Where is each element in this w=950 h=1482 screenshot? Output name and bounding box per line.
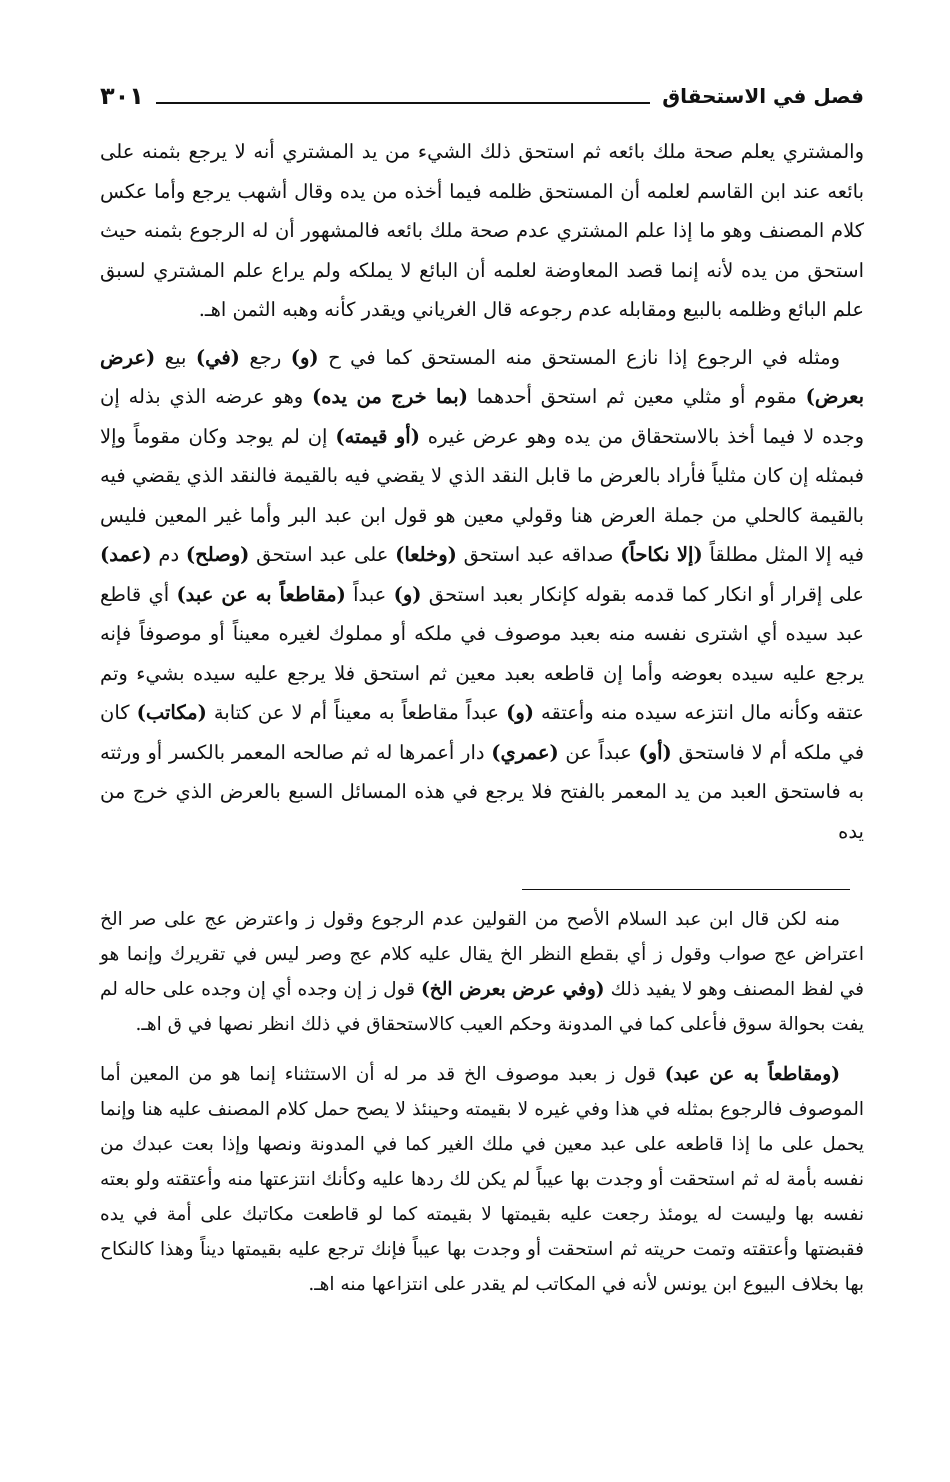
- page-header: [100, 82, 864, 110]
- main-paragraph-2: ومثله في الرجوع إذا نازع المستحق منه المستحق كما في ح (و) رجع (في) بيع (عرض بعرض) مقوم أو مثلي معين ثم استحق أحدهما (بما خرج من يده) وهو عرضه الذي بذله إن وجده لا فيما أخذ بالاستحقاق من يده وهو عرض غيره (أو قيمته) إن لم يوجد وكان مقوماً وإلا فبمثله إن كان مثلياً فأراد بالعرض ما قابل النقد الذي لا يقضي فيه بالقيمة فالنقد الذي يقضي فيه بالقيمة كالحلي من جملة العرض هنا وقولي معين هو قول ابن عبد البر وأما غير المعين فليس فيه إلا المثل مطلقاً (إلا نكاحاً) صداقه عبد استحق (وخلعا) على عبد استحق (وصلح) دم (عمد) على إقرار أو انكار كما قدمه بقوله كإنكار بعبد استحق (و) عبداً (مقاطعاً به عن عبد) أي قاطع عبد سيده أي اشترى نفسه منه بعبد موصوف في ملكه أو مملوك لغيره معيناً أو موصوفاً فإنه يرجع عليه سيده بعوضه وأما إن قاطعه بعبد معين ثم استحق فلا يرجع عليه سيده بشيء وتم عتقه وكأنه مال انتزعه سيده منه وأعتقه (و) عبداً مقاطعاً به معيناً أم لا عن كتابة (مكاتب) كان في ملكه أم لا فاستحق (أو) عبداً عن (عمري) دار أعمرها له ثم صالحه المعمر بالكسر أو ورثته به فاستحق العبد من يد المعمر بالفتح فلا يرجع في هذه المسائل السبع بالعرض الذي خرج من يده: [100, 345, 865, 843]
- chapter-title: فصل في الاستحقاق: [662, 84, 864, 108]
- footnotes: [100, 902, 864, 1317]
- footnote-paragraph-2: (ومقاطعاً به عن عبد) قول ز بعبد موصوف الخ قد مر له أن الاستثناء إنما هو من المعين أما الموصوف فالرجوع بمثله في هذا وفي غيره لا بقيمته وحينئذ لا يصح حمل كلام المصنف عليه هنا وإنما يحمل على ما إذا قاطعه على عبد معين في ملك الغير كما في المدونة ونصها وإذا بعت عبدك من نفسه بأمة له ثم استحقت أو وجدت بها عيباً لم يكن لك ردها عليه وكأنك انتزعتها منه وأعتقته ولو بعته نفسه بها وليست له يومئذ رجعت عليه بقيمتها لا بقيمته كما لو قاطعت مكاتبك على أمة في يده فقبضتها وأعتقته وتمت حريته ثم استحقت أو وجدت بها عيباً فإنك ترجع عليه بقيمتها ديناً وهذا كالنكاح بها بخلاف البيوع ابن يونس لأنه في المكاتب لم يقدر على انتزاعها منه اهـ.: [100, 1064, 864, 1295]
- header-rule: [156, 88, 650, 104]
- main-paragraph-1: والمشتري يعلم صحة ملك بائعه ثم استحق ذلك الشيء من يد المشتري أنه لا يرجع بثمنه على بائعه عند ابن القاسم لعلمه أن المستحق ظلمه فيما أخذه من يده وقال أشهب يرجع وأما عكس كلام المصنف وهو ما إذا علم المشتري عدم صحة ملك بائعه فالمشهور أن له الرجوع بثمنه حيث استحق من يده لأنه إنما قصد المعاوضة لعلمه أن البائع لا يملكه ولم يراع علم المشتري لسبق علم البائع وظلمه بالبيع ومقابله عدم رجوعه قال الغرياني ويقدر كأنه وهبه الثمن اهـ.: [100, 140, 864, 321]
- main-text: [100, 132, 864, 859]
- footnote-paragraph-1: منه لكن قال ابن عبد السلام الأصح من القولين عدم الرجوع وقول ز واعترض عج على صر الخ اعتراض عج صواب وقول ز أي بقطع النظر الخ يقال عليه كلام عج وصر ليس في تقريرك وإنما هو في لفظ المصنف وهو لا يفيد ذلك (وفي عرض بعرض الخ) قول ز إن وجده أي إن وجده على حاله لم يفت بحوالة سوق فأعلى كما في المدونة وحكم العيب كالاستحقاق في ذلك انظر نصها في ق اهـ.: [100, 909, 865, 1035]
- footnote-divider: [522, 889, 850, 890]
- page-number: ٣٠١: [100, 82, 144, 110]
